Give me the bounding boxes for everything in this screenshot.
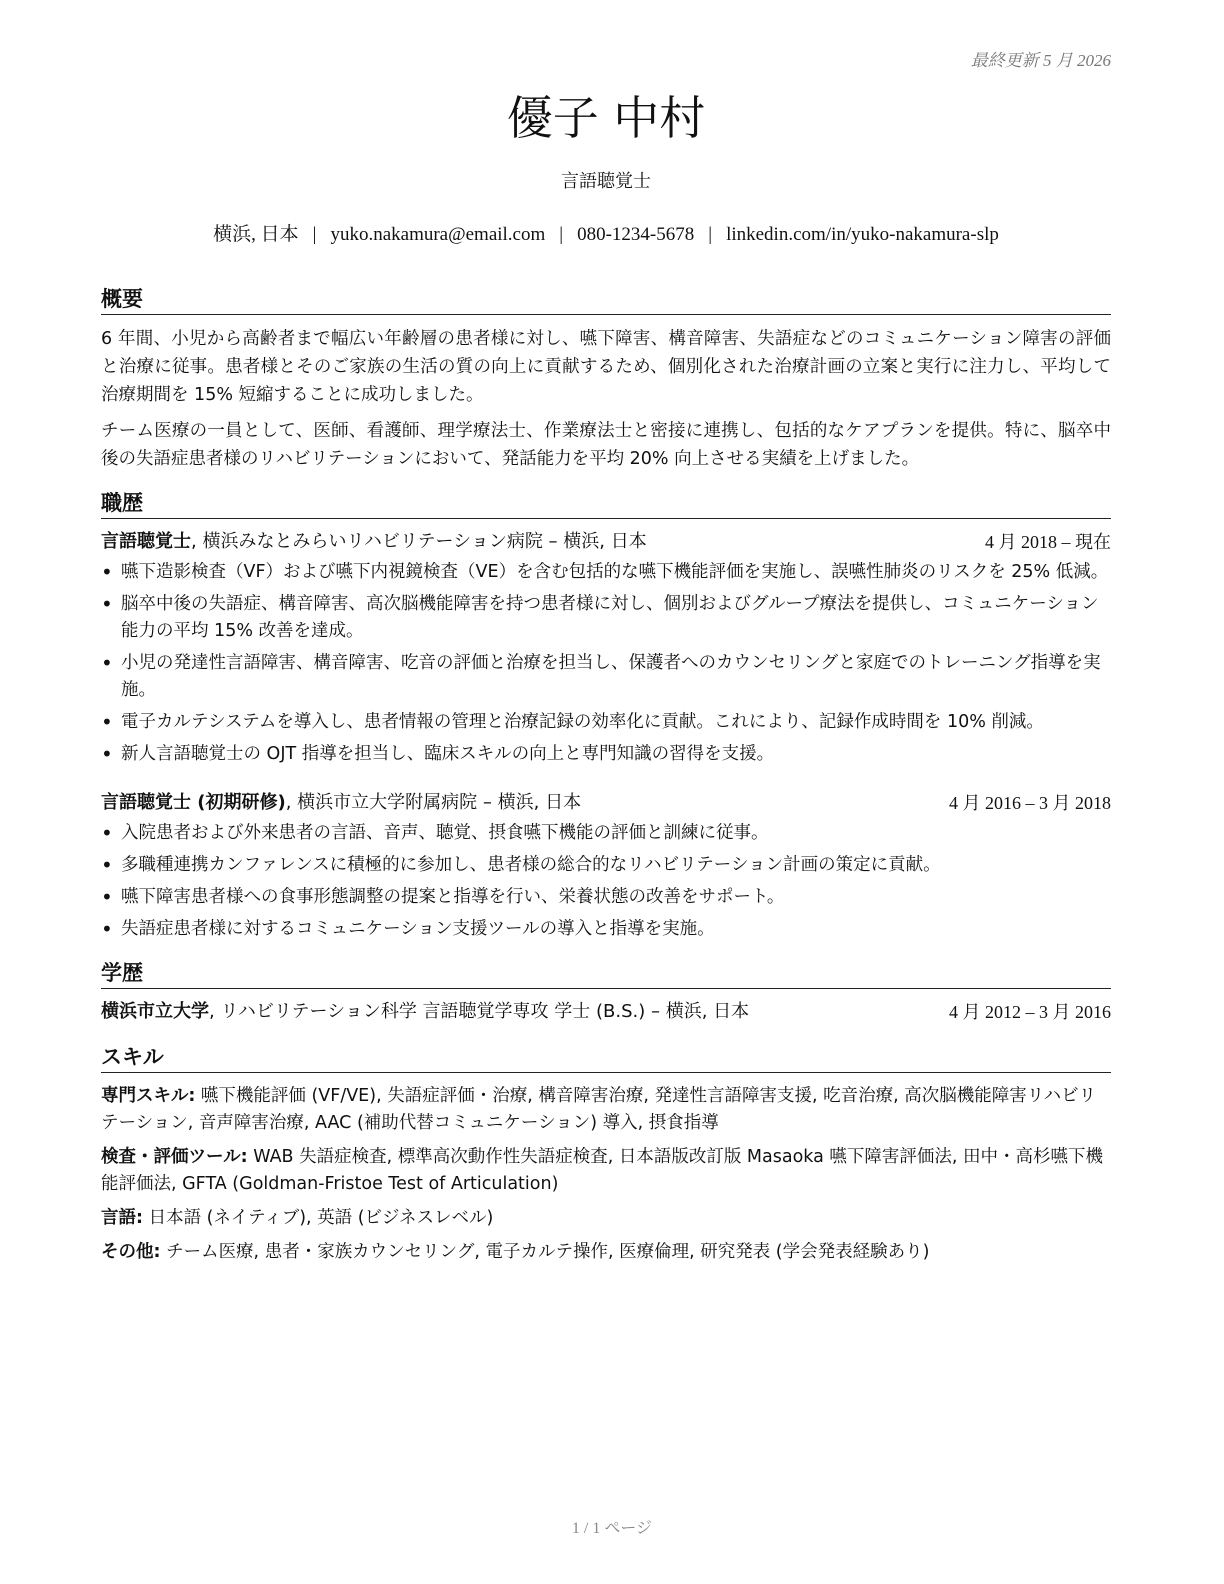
section-heading-education: 学歴 — [101, 959, 1111, 989]
contact-location: 横浜, 日本 — [213, 224, 299, 245]
education-school-detail — [101, 999, 749, 1025]
job-role: 言語聴覚士 (初期研修) — [101, 792, 286, 813]
contact-linkedin[interactable]: linkedin.com/in/yuko-nakamura-slp — [726, 224, 999, 245]
list-item: • 嚥下障害患者様への食事形態調整の提案と指導を行い、栄養状態の改善をサポート。 — [121, 884, 1111, 911]
skill-label: 検査・評価ツール: — [101, 1147, 248, 1167]
job-dates: 4 月 2018 – 現在 — [985, 532, 1111, 552]
skill-line — [101, 1239, 1111, 1266]
contact-phone[interactable]: 080-1234-5678 — [577, 224, 695, 245]
job-dates: 4 月 2016 – 3 月 2018 — [949, 793, 1111, 813]
job-header — [101, 529, 1111, 555]
list-item: • 脳卒中後の失語症、構音障害、高次脳機能障害を持つ患者様に対し、個別およびグループ療法を提供し、コミュニケーション能力の平均 15% 改善を達成。 — [121, 591, 1111, 645]
job-title: 言語聴覚士 — [561, 171, 651, 192]
skill-text: 日本語 (ネイティブ), 英語 (ビジネスレベル) — [143, 1208, 494, 1228]
job-bullets — [101, 820, 1111, 943]
job-role: 言語聴覚士 — [101, 531, 191, 552]
list-item: • 多職種連携カンファレンスに積極的に参加し、患者様の総合的なリハビリテーション計画の策定に貢献。 — [121, 852, 1111, 879]
page-number: 1 / 1 ページ — [571, 1520, 653, 1537]
list-item: • 新人言語聴覚士の OJT 指導を担当し、臨床スキルの向上と専門知識の習得を支援。 — [121, 741, 1111, 768]
contact-separator: | — [559, 224, 564, 245]
education-entry — [101, 999, 1111, 1025]
list-item: • 電子カルテシステムを導入し、患者情報の管理と治療記録の効率化に貢献。これにより、記録作成時間を 10% 削減。 — [121, 709, 1111, 736]
last-updated: 最終更新 5 月 2026 — [970, 51, 1111, 70]
job-org: , 横浜みなとみらいリハビリテーション病院 – 横浜, 日本 — [191, 531, 647, 552]
education-detail: , リハビリテーション科学 言語聴覚学専攻 学士 (B.S.) – 横浜, 日本 — [209, 1001, 750, 1022]
section-heading-summary: 概要 — [101, 285, 1111, 315]
section-heading-experience: 職歴 — [101, 489, 1111, 519]
summary-section — [101, 285, 1111, 473]
contact-separator: | — [708, 224, 713, 245]
contact-email[interactable]: yuko.nakamura@email.com — [330, 224, 546, 245]
education-dates: 4 月 2012 – 3 月 2016 — [949, 1002, 1111, 1022]
list-item: • 入院患者および外来患者の言語、音声、聴覚、摂食嚥下機能の評価と訓練に従事。 — [121, 820, 1111, 847]
skills-section — [101, 1043, 1111, 1266]
skill-label: 専門スキル: — [101, 1086, 196, 1106]
experience-section — [101, 489, 1111, 943]
skill-text: チーム医療, 患者・家族カウンセリング, 電子カルテ操作, 医療倫理, 研究発表 (学会発表経験あり) — [160, 1242, 930, 1262]
list-item: • 失語症患者様に対するコミュニケーション支援ツールの導入と指導を実施。 — [121, 916, 1111, 943]
contact-separator: | — [312, 224, 317, 245]
skill-text: 嚥下機能評価 (VF/VE), 失語症評価・治療, 構音障害治療, 発達性言語障害支援, 吃音治療, 高次脳機能障害リハビリテーション, 音声障害治療, AAC (補助代替コミュニケーション) 導入, 摂食指導 — [101, 1086, 1097, 1133]
education-section — [101, 959, 1111, 1025]
job-role-org — [101, 790, 581, 816]
skill-label: 言語: — [101, 1208, 143, 1228]
skill-line — [101, 1144, 1111, 1198]
skill-label: その他: — [101, 1242, 161, 1262]
list-item: • 嚥下造影検査（VF）および嚥下内視鏡検査（VE）を含む包括的な嚥下機能評価を実施し、誤嚥性肺炎のリスクを 25% 低減。 — [121, 559, 1111, 586]
summary-paragraph: 6 年間、小児から高齢者まで幅広い年齢層の患者様に対し、嚥下障害、構音障害、失語症などのコミュニケーション障害の評価と治療に従事。患者様とそのご家族の生活の質の向上に貢献するため、個別化された治療計画の立案と実行に注力し、平均して治療期間を 15% 短縮することに成功しました。 — [101, 329, 1111, 405]
skill-text: WAB 失語症検査, 標準高次動作性失語症検査, 日本語版改訂版 Masaoka 嚥下障害評価法, 田中・高杉嚥下機能評価法, GFTA (Goldman-Fristoe Test of Articulation) — [101, 1147, 1104, 1194]
summary-paragraph: チーム医療の一員として、医師、看護師、理学療法士、作業療法士と密接に連携し、包括的なケアプランを提供。特に、脳卒中後の失語症患者様のリハビリテーションにおいて、発話能力を平均 20% 向上させる実績を上げました。 — [101, 421, 1111, 469]
job-bullets — [101, 559, 1111, 768]
job-role-org — [101, 529, 647, 555]
skill-line — [101, 1205, 1111, 1232]
job-org: , 横浜市立大学附属病院 – 横浜, 日本 — [285, 792, 582, 813]
skill-line — [101, 1083, 1111, 1137]
education-school: 横浜市立大学 — [101, 1001, 209, 1022]
candidate-name: 優子 中村 — [506, 91, 706, 145]
contact-line — [101, 223, 1111, 247]
list-item: • 小児の発達性言語障害、構音障害、吃音の評価と治療を担当し、保護者へのカウンセリングと家庭でのトレーニング指導を実施。 — [121, 650, 1111, 704]
section-heading-skills: スキル — [101, 1043, 1111, 1073]
job-header — [101, 790, 1111, 816]
